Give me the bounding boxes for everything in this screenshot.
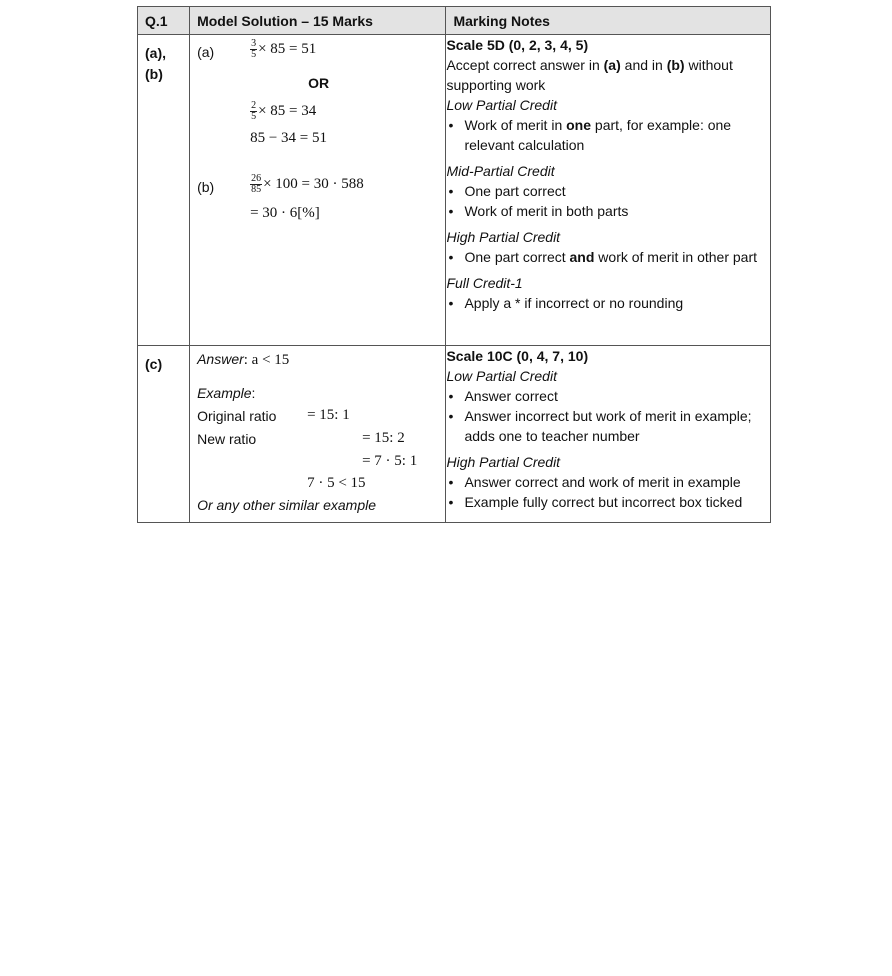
scale-label: Scale 10C (0, 4, 7, 10)	[446, 348, 589, 364]
list-item: • Answer correct	[446, 386, 770, 406]
accept-note: Accept correct answer in (a) and in (b) without supporting work	[446, 57, 733, 93]
or-label: OR	[308, 75, 330, 91]
list-item: • One part correct and work of merit in other part	[446, 247, 770, 267]
part-b-label: (b)	[145, 66, 163, 82]
list-item: • Work of merit in one part, for example: one relevant calculation	[446, 115, 770, 155]
model-solution-cell	[190, 346, 446, 523]
marking-scheme-table	[137, 6, 771, 523]
mid-partial-heading: Mid-Partial Credit	[446, 163, 555, 179]
list-item: • One part correct	[446, 181, 770, 201]
low-partial-heading: Low Partial Credit	[446, 97, 557, 113]
table-row	[138, 35, 771, 346]
mid-partial-list	[446, 181, 770, 221]
low-partial-list	[446, 386, 770, 446]
new-ratio-label: New ratio	[197, 431, 257, 447]
question-header: Q.1	[138, 7, 190, 35]
original-ratio-value: = 15: 1	[307, 407, 350, 423]
equation-2: $\frac{2}{5}$ × 85 = 34	[251, 100, 317, 122]
equation-5: = 30 · 6[%]	[250, 205, 320, 221]
equation-1: $\frac{3}{5}$ × 85 = 51	[251, 38, 317, 60]
low-partial-list	[446, 115, 770, 155]
high-partial-list	[446, 247, 770, 267]
inequality: 7 · 5 < 15	[307, 475, 366, 491]
high-partial-heading: High Partial Credit	[446, 229, 561, 245]
high-partial-list	[446, 472, 770, 512]
row-label	[138, 35, 190, 346]
other-example-note: Or any other similar example	[197, 497, 377, 513]
model-solution-header: Model Solution – 15 Marks	[190, 7, 446, 35]
part-b-tag: (b)	[197, 179, 215, 195]
header-row	[138, 7, 771, 35]
marking-notes-header: Marking Notes	[446, 7, 771, 35]
marking-notes-cell	[446, 346, 771, 523]
new-ratio-value-1: = 15: 2	[362, 430, 405, 446]
full-credit-heading: Full Credit-1	[446, 275, 523, 291]
answer-line: Answer: a < 15	[197, 351, 290, 368]
row-label	[138, 346, 190, 523]
part-a-label: (a),	[145, 45, 166, 61]
high-partial-heading: High Partial Credit	[446, 454, 561, 470]
original-ratio-label: Original ratio	[197, 408, 277, 424]
equation-3: 85 − 34 = 51	[250, 130, 327, 146]
example-label: Example:	[197, 385, 256, 401]
model-solution-cell	[190, 35, 446, 346]
list-item: • Example fully correct but incorrect box ticked	[446, 492, 770, 512]
full-credit-list	[446, 293, 770, 313]
equation-4: $\frac{26}{85}$ × 100 = 30 · 588	[251, 173, 364, 195]
list-item: • Answer incorrect but work of merit in example; adds one to teacher number	[446, 406, 770, 446]
part-c-label: (c)	[145, 356, 163, 372]
list-item: • Apply a * if incorrect or no rounding	[446, 293, 770, 313]
list-item: • Answer correct and work of merit in example	[446, 472, 770, 492]
low-partial-heading: Low Partial Credit	[446, 368, 557, 384]
marking-notes-cell	[446, 35, 771, 346]
new-ratio-value-2: = 7 · 5: 1	[362, 453, 418, 469]
part-a-tag: (a)	[197, 44, 215, 60]
table-row	[138, 346, 771, 523]
scale-label: Scale 5D (0, 2, 3, 4, 5)	[446, 37, 589, 53]
list-item: • Work of merit in both parts	[446, 201, 770, 221]
